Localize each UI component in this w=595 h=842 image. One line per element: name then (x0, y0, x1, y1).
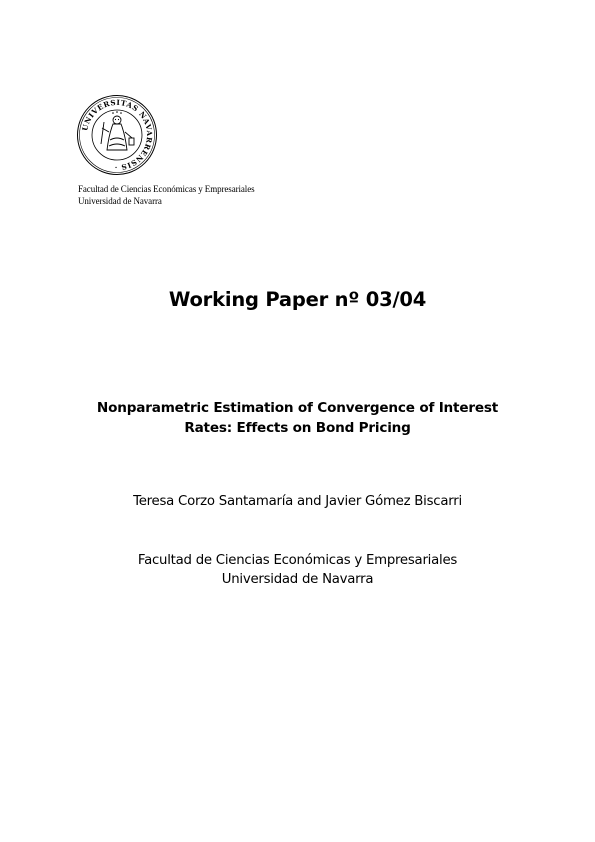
affiliation-faculty: Facultad de Ciencias Económicas y Empresariales (137, 553, 458, 568)
authors: Teresa Corzo Santamaría and Javier Gómez Biscarri (133, 494, 462, 509)
paper-title-line1: Nonparametric Estimation of Convergence of Interest (96, 400, 499, 416)
affiliation (0, 551, 595, 589)
paper-title (60, 398, 535, 438)
header-faculty: Facultad de Ciencias Económicas y Empresariales (78, 184, 255, 194)
affiliation-university: Universidad de Navarra (221, 572, 374, 587)
working-paper-title: Working Paper nº 03/04 (168, 288, 427, 311)
svg-text:UNIVERSITAS NAVARRENSIS ·: UNIVERSITAS NAVARRENSIS · (80, 97, 155, 173)
paper-title-line2: Rates: Effects on Bond Pricing (184, 420, 411, 436)
header-faculty-block (78, 183, 255, 207)
university-seal-logo (76, 94, 158, 176)
header-university: Universidad de Navarra (78, 196, 162, 206)
